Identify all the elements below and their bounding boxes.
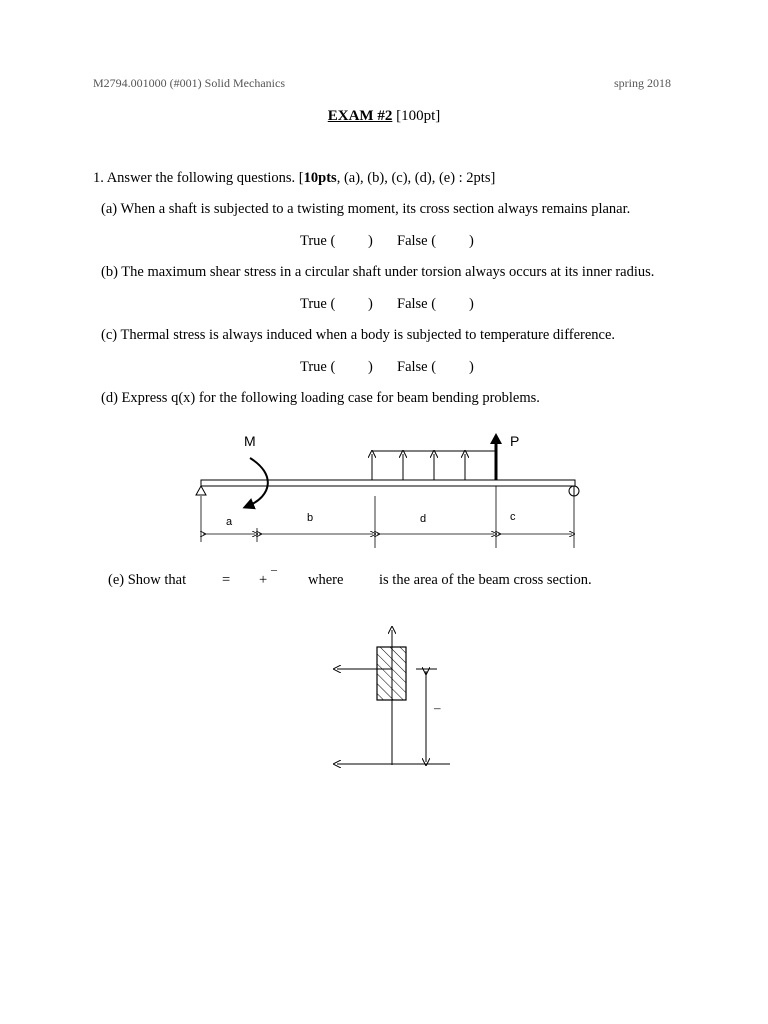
dim-a-label: a	[226, 516, 233, 528]
question-1e-plus: +	[259, 572, 268, 588]
question-1e-show: (e) Show that	[108, 572, 187, 588]
dimension-lines	[201, 486, 574, 548]
false-close-c: )	[469, 359, 474, 375]
true-close-c: )	[368, 359, 373, 375]
dim-d-label: d	[420, 513, 427, 525]
beam	[201, 480, 575, 486]
true-option-a[interactable]: True (	[300, 233, 336, 249]
question-1e-where: where	[308, 572, 344, 588]
cross-section	[377, 647, 406, 700]
true-close-b: )	[368, 296, 373, 312]
question-1e-bar: –	[271, 562, 277, 576]
intro-bold: 10pts	[303, 170, 337, 186]
course-header: M2794.001000 (#001) Solid Mechanics	[93, 76, 285, 90]
term-header: spring 2018	[614, 76, 671, 90]
exam-title-text: EXAM #2	[327, 108, 393, 124]
dim-c-label: c	[510, 511, 516, 523]
question-1c: (c) Thermal stress is always induced when a body is subjected to temperature difference.	[101, 327, 616, 343]
false-option-a[interactable]: False (	[397, 233, 437, 249]
section-diagram	[337, 630, 450, 765]
dim-b-label: b	[307, 512, 314, 524]
question-1d: (d) Express q(x) for the following loading case for beam bending problems.	[101, 390, 540, 406]
true-option-c[interactable]: True (	[300, 359, 336, 375]
exam-points: [100pt]	[396, 108, 441, 124]
distributed-load	[372, 451, 497, 480]
false-close-a: )	[469, 233, 474, 249]
true-option-b[interactable]: True (	[300, 296, 336, 312]
intro-pre: 1. Answer the following questions. [	[93, 170, 304, 186]
question-1b: (b) The maximum shear stress in a circular shaft under torsion always occurs at its inner radius.	[101, 264, 655, 280]
pin-support-icon	[196, 486, 206, 495]
question-1e-area: is the area of the beam cross section.	[379, 572, 592, 588]
intro-post: , (a), (b), (c), (d), (e) : 2pts]	[336, 170, 496, 186]
section-dist-label: –	[434, 700, 441, 715]
moment-label: M	[244, 433, 256, 449]
false-close-b: )	[469, 296, 474, 312]
false-option-c[interactable]: False (	[397, 359, 437, 375]
true-close-a: )	[368, 233, 373, 249]
question-1e-eq: =	[222, 572, 231, 588]
false-option-b[interactable]: False (	[397, 296, 437, 312]
question-1a: (a) When a shaft is subjected to a twisting moment, its cross section always remains planar.	[101, 201, 631, 217]
force-label: P	[510, 433, 520, 449]
